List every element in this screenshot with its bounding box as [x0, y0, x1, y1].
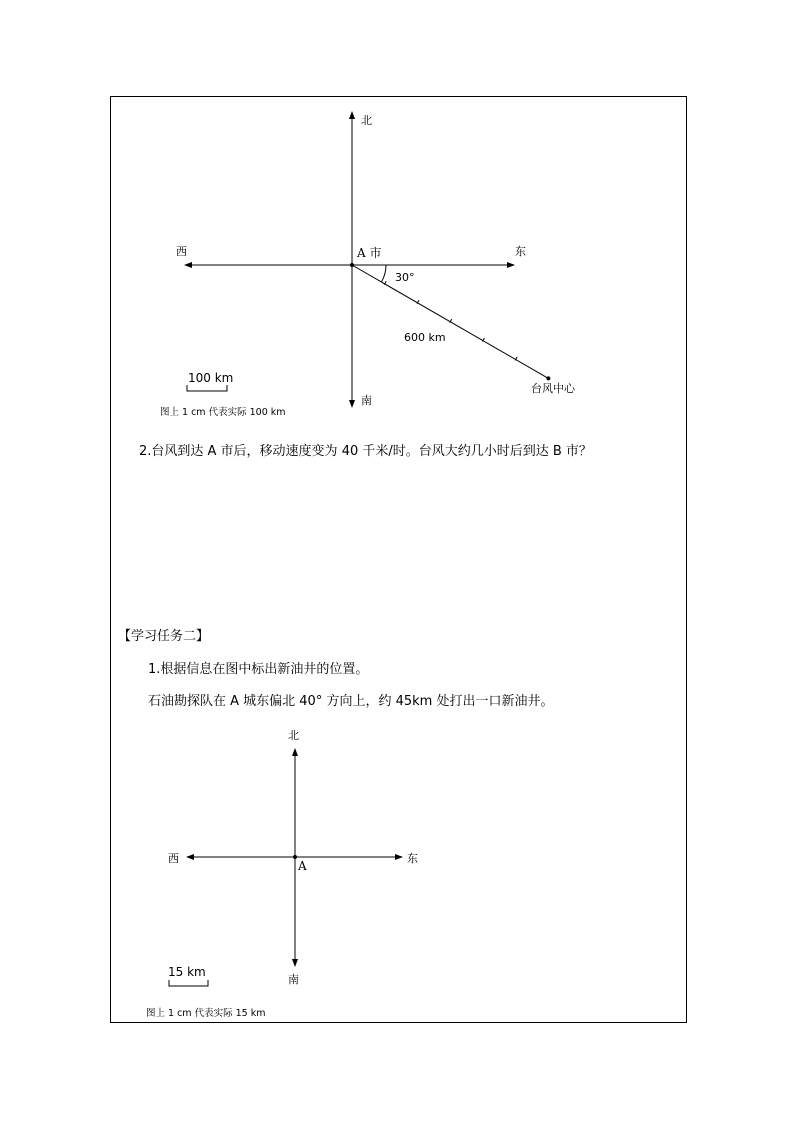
north-label-2: 北 — [288, 729, 299, 742]
scale-bar — [187, 385, 227, 391]
typhoon-path — [352, 265, 548, 378]
angle-label: 30° — [395, 271, 415, 284]
task2-item-1: 1.根据信息在图中标出新油井的位置。 — [148, 662, 369, 677]
angle-arc — [381, 265, 386, 282]
east-label: 东 — [515, 245, 526, 258]
point-a-label: A — [298, 859, 307, 873]
task2-heading: 【学习任务二】 — [118, 629, 210, 644]
typhoon-label: 台风中心 — [531, 382, 575, 395]
scale-bar-2 — [169, 980, 208, 986]
distance-label: 600 km — [404, 331, 446, 344]
task2-info: 石油勘探队在 A 城东偏北 40° 方向上，约 45km 处打出一口新油井。 — [148, 694, 554, 709]
east-label-2: 东 — [407, 852, 418, 865]
city-label: A 市 — [357, 246, 382, 260]
typhoon-center-point — [546, 376, 550, 380]
west-label-2: 西 — [168, 852, 179, 865]
diagram1-caption: 图上 1 cm 代表实际 100 km — [160, 407, 286, 418]
scale-label-2: 15 km — [168, 965, 206, 979]
south-label-2: 南 — [288, 973, 299, 986]
question-2: 2.台风到达 A 市后，移动速度变为 40 千米/时。台风大约几小时后到达 B 市？ — [139, 444, 592, 459]
south-label: 南 — [361, 394, 372, 407]
point-a — [293, 855, 297, 859]
west-label: 西 — [176, 245, 187, 258]
north-label: 北 — [361, 114, 372, 127]
scale-label: 100 km — [188, 371, 234, 385]
diagram2-caption: 图上 1 cm 代表实际 15 km — [146, 1008, 266, 1019]
